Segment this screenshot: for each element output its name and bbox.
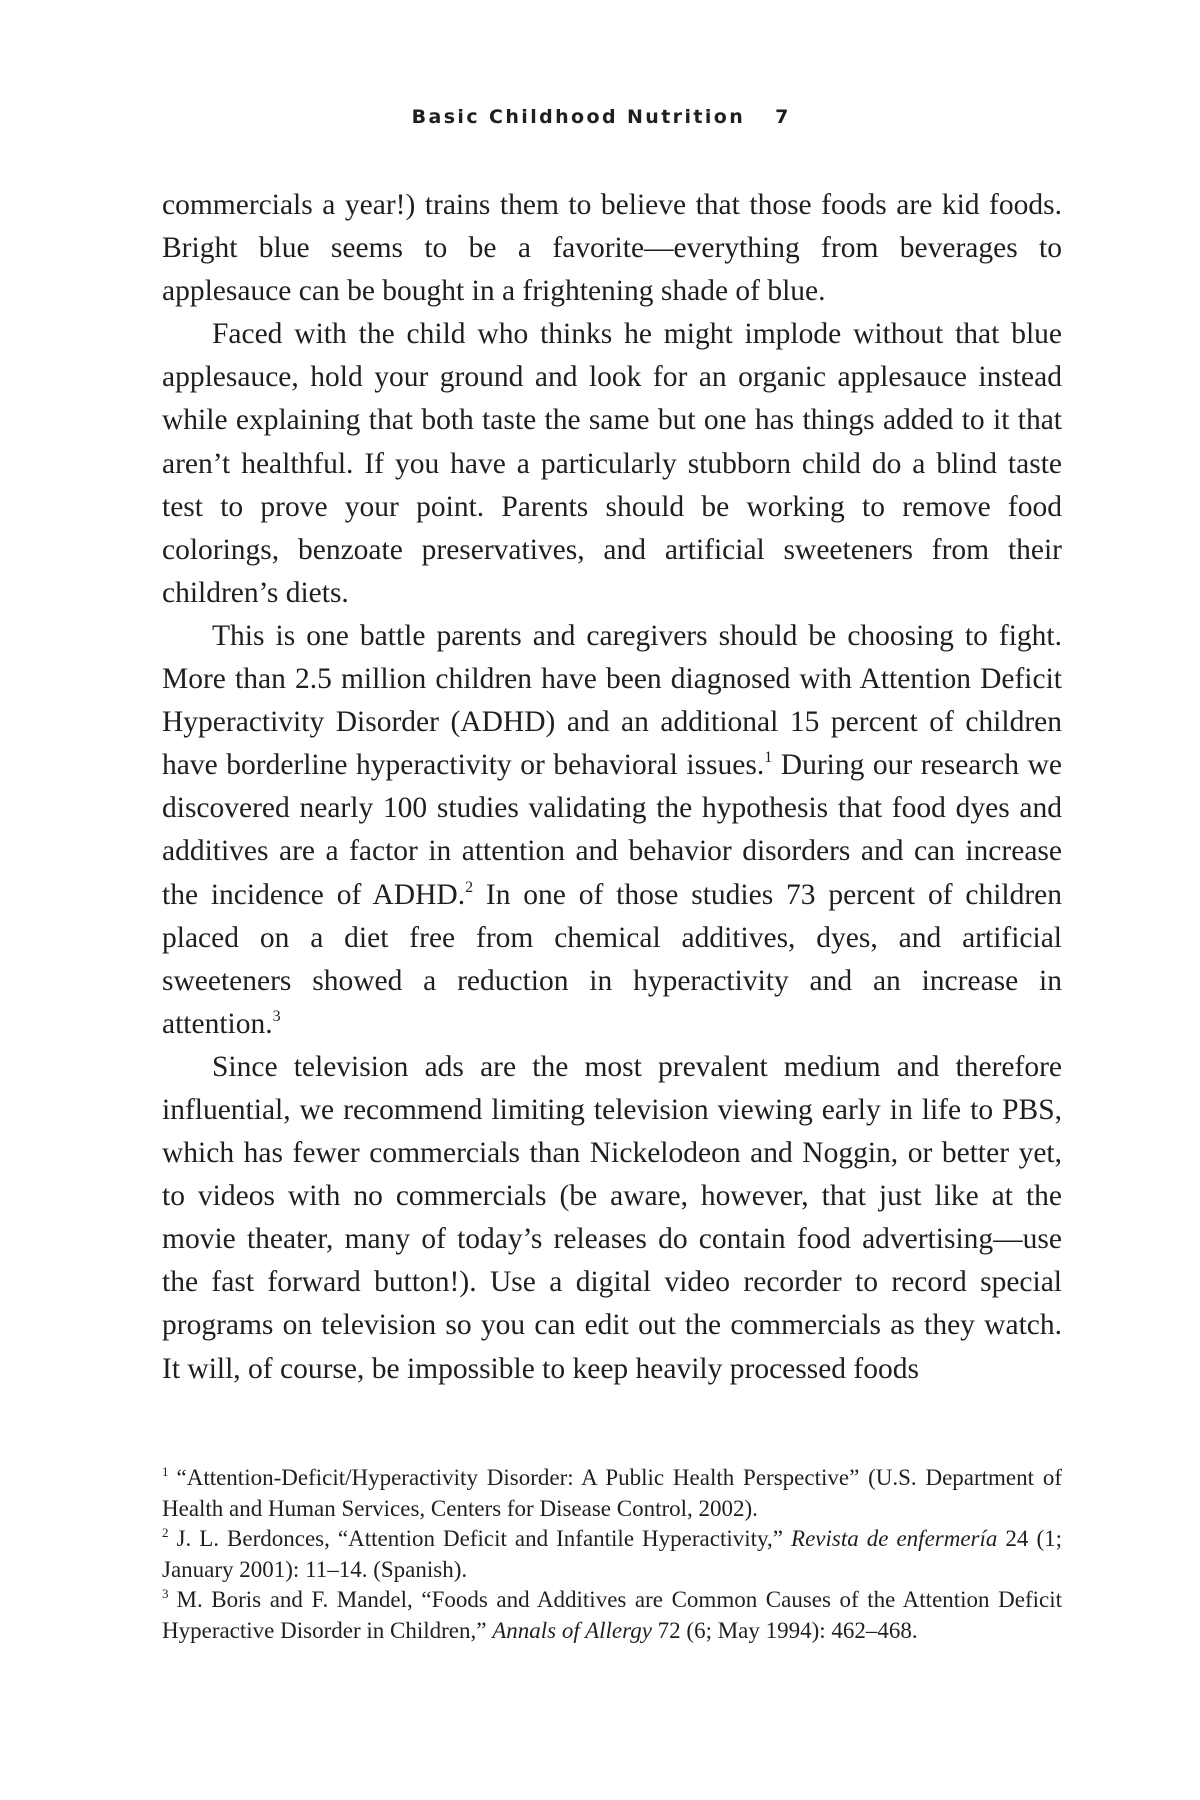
footnotes: [162, 1463, 1062, 1646]
journal-title: Annals of Allergy: [492, 1617, 652, 1643]
footnote: [162, 1524, 1062, 1585]
paragraph: Since television ads are the most prevalent medium and therefore influential, we recommend limiting television viewing early in life to PBS, which has fewer commercials than Nickelodeon and Noggin, or better yet, to videos with no commercials (be aware, however, that just like at the movie theater, many of today’s releases do contain food advertising—use the fast forward button!). Use a digital video recorder to record special programs on television so you can edit out the commercials as they watch. It will, of course, be impossible to keep heavily processed foods: [162, 1050, 1062, 1385]
footnote-text: 24 (1; January 2001): 11–14. (Spanish).: [162, 1526, 1062, 1582]
running-header-title: Basic Childhood Nutrition: [411, 106, 746, 128]
footnote-marker: 1: [162, 1464, 169, 1479]
footnote-text: M. Boris and F. Mandel, “Foods and Additives are Common Causes of the Attention Deficit Hyperactive Disorder in Children,”: [162, 1587, 1062, 1643]
page-number: 7: [775, 106, 789, 128]
footnote-text: “Attention-Deficit/Hyperactivity Disorder: A Public Health Perspective” (U.S. Department of Health and Human Services, Centers for Disease Control, 2002).: [162, 1465, 1062, 1521]
footnote: [162, 1585, 1062, 1646]
paragraph-text: During our research we discovered nearly 100 studies validating the hypothesis that food dyes and additives are a factor in attention and behavior disorders and can increase the incidence of ADHD.: [162, 749, 1063, 911]
footnote-reference[interactable]: 2: [465, 878, 474, 896]
running-header: [0, 106, 1200, 128]
paragraph-text: This is one battle parents and caregivers should be choosing to fight. More than 2.5 million children have been diagnosed with Attention Deficit Hyperactivity Disorder (ADHD) and an additional 15 percent of children have borderline hyperactivity or behavioral issues.: [162, 619, 1062, 782]
footnote-marker: 2: [162, 1525, 169, 1540]
footnote-reference[interactable]: 1: [764, 749, 773, 767]
journal-title: Revista de enfermería: [791, 1526, 998, 1551]
footnote: [162, 1463, 1062, 1524]
paragraph: [162, 615, 1062, 1046]
paragraph: Faced with the child who thinks he might implode without that blue applesauce, hold your ground and look for an organic applesauce instead while explaining that both taste the same but one has things added to it that aren’t healthful. If you have a particularly stubborn child do a blind taste test to prove your point. Parents should be working to remove food colorings, benzoate preservatives, and artificial sweeteners from their children’s diets.: [162, 318, 1062, 609]
footnote-text: 72 (6; May 1994): 462–468.: [651, 1617, 918, 1643]
paragraph: commercials a year!) trains them to believe that those foods are kid foods. Bright blue seems to be a favorite—everything from beverages to applesauce can be bought in a frightening shade of blue.: [162, 189, 1062, 308]
footnote-reference[interactable]: 3: [272, 1007, 281, 1025]
footnote-marker: 3: [162, 1586, 169, 1601]
body-text: [162, 184, 1062, 1391]
paragraph-text: In one of those studies 73 percent of children placed on a diet free from chemical additives, dyes, and artificial sweeteners showed a reduction in hyperactivity and an increase in attention.: [162, 878, 1063, 1040]
footnote-text: J. L. Berdonces, “Attention Deficit and Infantile Hyperactivity,”: [176, 1526, 792, 1551]
